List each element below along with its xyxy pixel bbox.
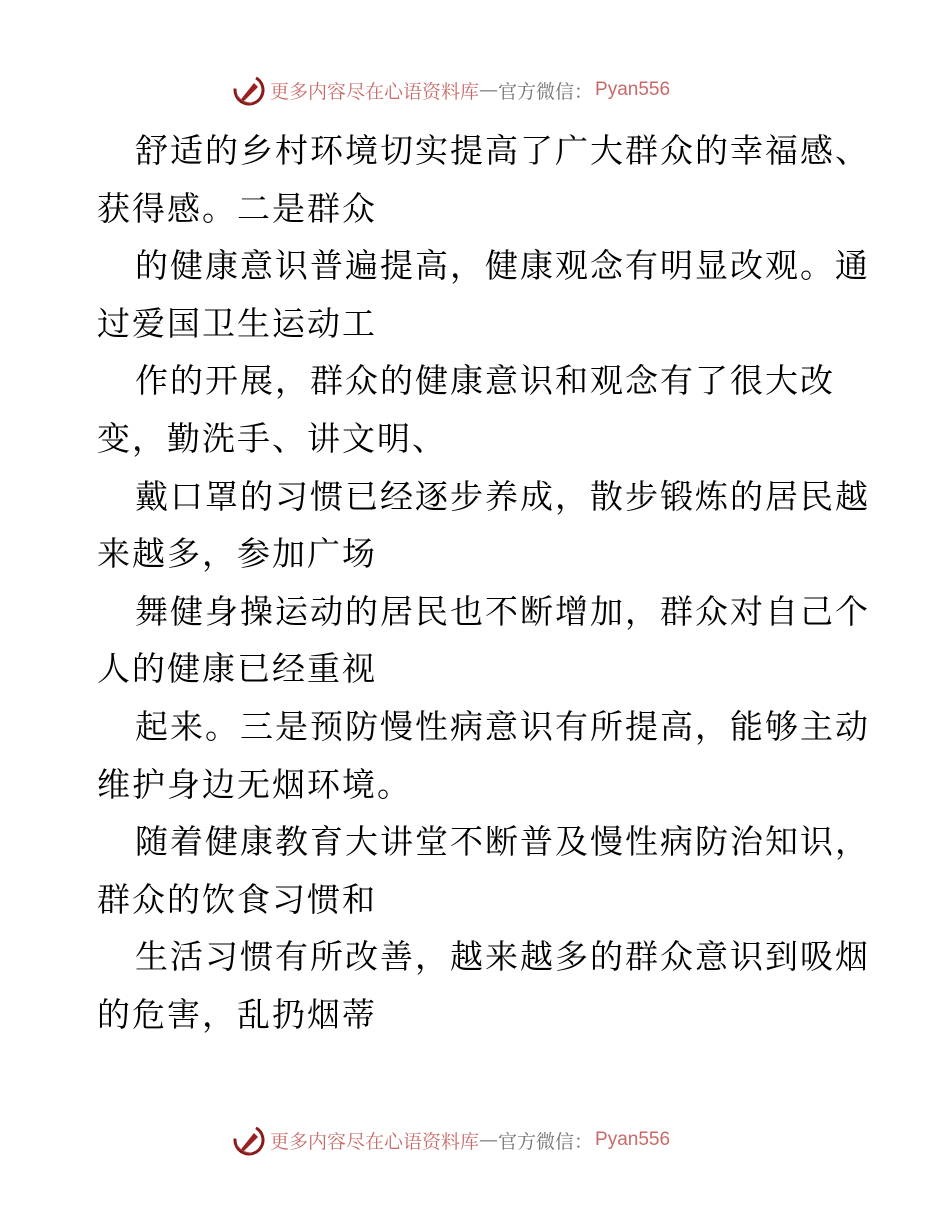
pen-nib-logo-icon [232,73,266,107]
pen-nib-logo-icon [232,1123,266,1157]
text-line: 戴口罩的习惯已经逐步养成，散步锻炼的居民越 [135,476,870,516]
watermark-wechat-id: Pyan556 [595,79,671,100]
text-line: 的健康意识普遍提高，健康观念有明显改观。通 [135,246,870,286]
watermark-brand-text: 更多内容尽在心语资料库 [270,80,480,103]
text-line: 获得感。二是群众 [97,188,377,228]
watermark-separator: — [479,79,499,101]
text-line: 变，勤洗手、讲文明、 [97,418,447,458]
text-line: 舞健身操运动的居民也不断增加，群众对自己个 [135,591,870,631]
text-line: 的危害，乱扔烟蒂 [97,994,377,1034]
header-watermark [232,72,670,108]
watermark-brand-text: 更多内容尽在心语资料库 [270,1130,480,1153]
watermark-separator: — [479,1129,499,1151]
watermark-wechat-label: 官方微信： [498,80,594,103]
text-line: 作的开展，群众的健康意识和观念有了很大改 [135,361,835,401]
document-body [97,122,870,1044]
text-line: 维护身边无烟环境。 [97,764,412,804]
text-line: 随着健康教育大讲堂不断普及慢性病防治知识， [135,822,870,862]
text-line: 来越多，参加广场 [97,534,377,574]
text-line: 过爱国卫生运动工 [97,303,377,343]
text-line: 舒适的乡村环境切实提高了广大群众的幸福感、 [135,131,870,170]
text-line: 群众的饮食习惯和 [97,879,377,919]
text-line: 起来。三是预防慢性病意识有所提高，能够主动 [135,706,870,746]
text-line: 人的健康已经重视 [97,649,377,689]
footer-watermark [232,1122,670,1158]
watermark-wechat-label: 官方微信： [498,1130,594,1153]
text-line: 生活习惯有所改善，越来越多的群众意识到吸烟 [135,937,870,977]
watermark-wechat-id: Pyan556 [595,1129,671,1150]
